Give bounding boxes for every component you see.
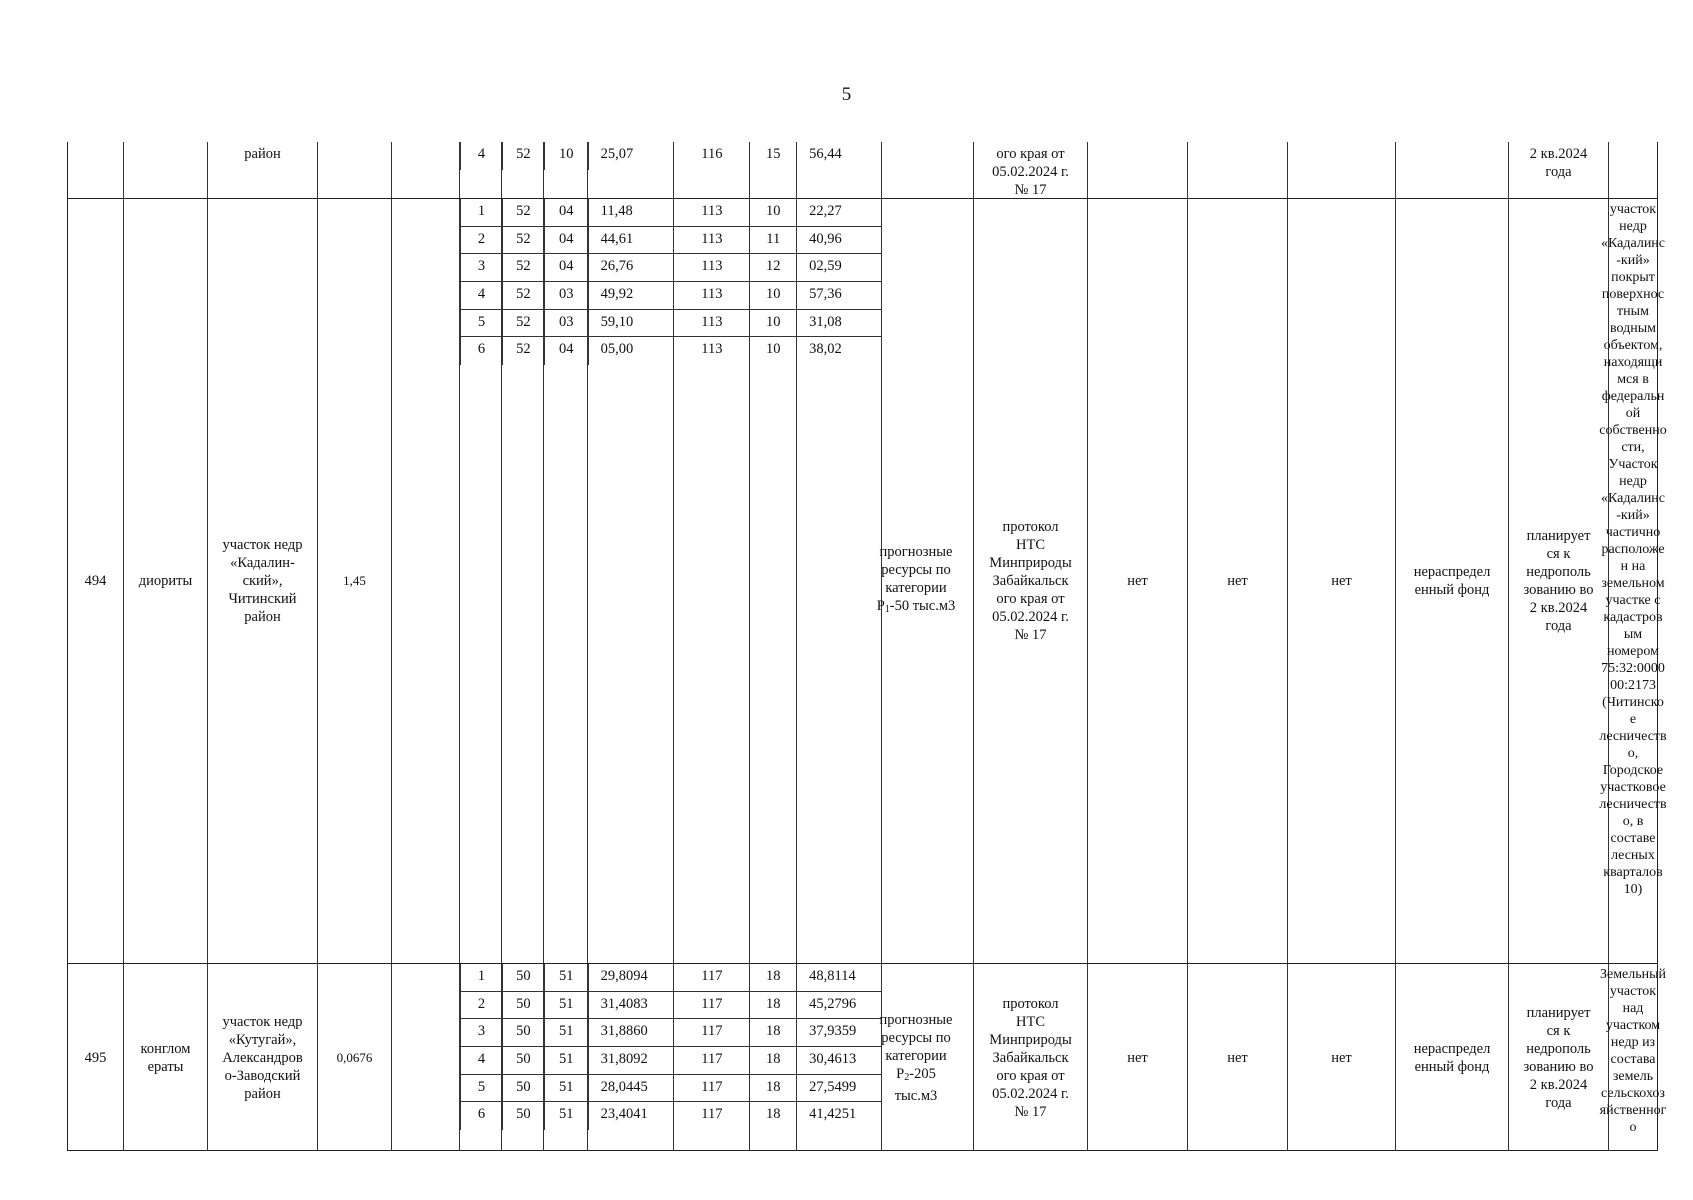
coordinate-lat-d: 52 [503,227,545,254]
text-line: о [1629,1120,1637,1135]
coordinate-lon-s: 02,59 [797,254,882,281]
text-line: ресурсы по [881,1029,951,1046]
text-line: «Кадалин- [230,555,295,571]
text-line: участковое [1600,780,1666,795]
coordinates-block [392,199,859,963]
column-rule [673,964,674,1151]
text-line: «Кутугай», [228,1031,297,1048]
text-line: тным [1617,304,1649,319]
column-rule [796,142,797,198]
coordinate-lon-s: 22,27 [797,199,882,226]
text-line: собственно [1599,423,1667,438]
text-line: 2 кв.2024 [1529,600,1588,616]
coordinate-lat-s: 59,10 [589,310,675,337]
text-line: частично [1605,525,1661,540]
coordinate-n: 6 [461,1102,503,1130]
coordinate-n: 5 [461,310,503,337]
text-line: е [1629,712,1637,727]
coordinate-n: 2 [461,992,503,1019]
category-index: 1 [884,604,890,615]
coordinate-row [461,199,882,227]
coordinate-lat-m: 04 [545,227,589,254]
cell-plan [1509,964,1609,1151]
text-line: недр [1619,474,1647,489]
cell-site [208,142,318,198]
coordinate-lat-d: 52 [503,282,545,309]
text-line: земель [1612,1069,1654,1084]
column-rule [587,199,588,963]
text-line: Забайкальск [992,1049,1069,1066]
text-line: состава [1610,1052,1656,1067]
cell-c1 [1088,199,1188,963]
table [67,142,1667,1151]
coordinate-lon-m: 15 [750,142,797,170]
coordinate-lat-d: 52 [503,310,545,337]
id-value: 495 [84,1049,107,1066]
coordinate-n: 5 [461,1075,503,1102]
category-index: 2 [904,1071,910,1083]
cell-plan [1509,199,1609,963]
text-line: о-Заводский [224,1067,301,1084]
text-line: протокол [1002,995,1059,1012]
coordinate-lat-s: 23,4041 [589,1102,675,1130]
coordinate-row [461,1102,882,1130]
text-line: Земельный [1599,967,1667,982]
coordinate-n: 4 [461,282,503,309]
table-row [68,964,1667,1151]
text-line: № 17 [1014,1103,1047,1120]
column-rule [587,964,588,1151]
coordinate-lon-d: 117 [674,992,750,1019]
text-line: о, в [1622,814,1644,829]
coordinate-n: 6 [461,337,503,365]
text-line: Забайкальск [992,573,1069,589]
text-line: 05.02.2024 г. [992,1085,1069,1102]
text-line: прогнозные [879,1011,953,1028]
coordinate-row [461,227,882,255]
cell-c1 [1088,964,1188,1151]
coordinate-row [461,1075,882,1103]
cell-c1 [1088,142,1188,198]
coordinate-row [461,992,882,1020]
text-line: лесничеств [1599,729,1667,744]
cell-area [318,964,392,1151]
coordinate-lat-s: 31,8860 [589,1019,675,1046]
cell-c3 [1288,964,1396,1151]
coordinate-lat-d: 50 [503,964,545,991]
coordinate-lat-s: 29,8094 [589,964,675,991]
coordinate-lon-m: 11 [750,227,797,254]
cell-plan [1509,142,1609,198]
text-line: года [1545,1094,1572,1111]
cell-mineral [124,964,208,1151]
coordinate-lon-s: 38,02 [797,337,882,365]
c1-value: нет [1127,1049,1148,1066]
column-rule [749,199,750,963]
column-rule [587,142,588,198]
text-line: 05.02.2024 г. [992,164,1069,180]
c2-value: нет [1227,573,1248,589]
cell-id [68,964,124,1151]
column-rule [543,964,544,1151]
text-line: сти, [1621,440,1645,455]
coordinate-lon-d: 117 [674,964,750,991]
text-line: лесных [1611,848,1655,863]
text-line: федеральн [1601,389,1665,404]
cell-fund [1396,199,1509,963]
text-line: «Кадалинс [1601,491,1666,506]
cell-protocol [974,964,1088,1151]
text-line: составе [1610,831,1656,846]
coordinate-lon-d: 117 [674,1102,750,1130]
coordinate-lon-s: 30,4613 [797,1047,882,1074]
coordinate-lon-d: 113 [674,310,750,337]
cell-note [1599,199,1667,963]
column-rule [501,142,502,198]
coordinate-lat-m: 04 [545,199,589,226]
coordinate-row [461,1019,882,1047]
text-line: ого края от [996,146,1065,162]
text-line: 2 кв.2024 [1529,146,1588,162]
cell-c2 [1188,964,1288,1151]
cell-site [208,964,318,1151]
coordinate-lat-m: 51 [545,964,589,991]
coordinate-lat-d: 50 [503,1019,545,1046]
text-line: район [244,1085,281,1102]
coordinate-lat-s: 26,76 [589,254,675,281]
column-rule [543,142,544,198]
coordinate-lat-m: 51 [545,1047,589,1074]
cell-c2 [1188,142,1288,198]
text-line: категории [885,1047,947,1064]
text-line: объектом, [1603,338,1663,353]
category-letter: Р [876,598,885,614]
coordinate-row [461,142,882,170]
text-line: планирует [1526,1004,1591,1021]
column-rule [501,199,502,963]
c3-value: нет [1331,1049,1352,1066]
id-value: 494 [84,573,107,589]
column-rule [459,199,460,963]
text-line: Участок [1608,457,1658,472]
text-line: кадастров [1603,610,1663,625]
cell-note [1609,142,1657,198]
coordinate-lat-d: 52 [503,199,545,226]
coordinate-lon-m: 18 [750,1075,797,1102]
column-rule [673,199,674,963]
coordinate-lon-m: 10 [750,282,797,309]
text-line: участок [1609,984,1657,999]
text-line: (Читинско [1602,695,1664,710]
cell-note [1599,964,1667,1151]
coordinate-lon-m: 18 [750,964,797,991]
coordinate-lat-d: 50 [503,992,545,1019]
coordinates-grid [460,964,882,1130]
text-line: недр [1619,219,1647,234]
continuation-row [68,142,1657,199]
column-rule [796,199,797,963]
coordinate-row [461,337,882,365]
cell-c3 [1288,199,1396,963]
coordinate-n: 3 [461,1019,503,1046]
coordinate-lat-d: 52 [503,254,545,281]
text-line: лесничеств [1599,797,1667,812]
cell-area [318,199,392,963]
text-line: 00:2173 [1610,678,1656,693]
coordinate-lon-s: 37,9359 [797,1019,882,1046]
text-line: ский», [242,573,283,589]
text-line: ся к [1546,1022,1571,1039]
coordinate-lat-d: 50 [503,1102,545,1130]
cell-id [68,199,124,963]
coordinate-lat-m: 51 [545,1102,589,1130]
text-line: зованию во [1523,582,1594,598]
coordinate-lon-s: 45,2796 [797,992,882,1019]
coordinate-lat-m: 03 [545,282,589,309]
coordinate-lon-m: 18 [750,1047,797,1074]
coordinate-lat-s: 49,92 [589,282,675,309]
coordinate-lat-m: 51 [545,992,589,1019]
column-rule [673,142,674,198]
c1-value: нет [1127,573,1148,589]
text-line: участок недр [222,537,303,553]
coordinate-lat-d: 50 [503,1075,545,1102]
coordinate-lat-m: 04 [545,254,589,281]
coordinate-lat-m: 51 [545,1075,589,1102]
coordinate-lon-m: 10 [750,310,797,337]
text-line: 75:32:0000 [1601,661,1665,676]
coordinate-row [461,310,882,338]
text-line: недр из [1610,1035,1656,1050]
text-line: категории [885,580,947,596]
cell-c3 [1288,142,1396,198]
text-line: 10) [1623,882,1643,897]
text-line: года [1545,618,1572,634]
text-line: конглом [140,1040,191,1057]
coordinate-lat-s: 31,8092 [589,1047,675,1074]
text-line: ераты [147,1058,184,1075]
category-line [896,1065,936,1087]
coordinate-lat-m: 03 [545,310,589,337]
coordinate-lon-s: 56,44 [797,142,882,170]
coordinate-lon-d: 113 [674,337,750,365]
text-line: ой [1625,406,1641,421]
cell-mineral [124,199,208,963]
cell-id [68,142,124,198]
text-line: зованию во [1523,1058,1594,1075]
c3-value: нет [1331,573,1352,589]
text-line: НТС [1016,537,1045,553]
text-line: Александров [222,1049,303,1066]
coordinate-n: 1 [461,199,503,226]
coordinate-lat-s: 31,4083 [589,992,675,1019]
column-rule [749,964,750,1151]
cell-protocol [974,199,1088,963]
text-line: н на [1620,559,1646,574]
coordinate-lon-s: 48,8114 [797,964,882,991]
text-line: тыс.м3 [894,1087,938,1104]
area-value: 0,0676 [336,1049,373,1065]
coordinate-lat-s: 25,07 [589,142,675,170]
coordinate-lon-s: 57,36 [797,282,882,309]
coordinate-lon-d: 116 [674,142,750,170]
text-line: 05.02.2024 г. [992,609,1069,625]
coordinates-block [392,964,859,1151]
coordinate-n: 4 [461,142,503,170]
coordinate-n: 1 [461,964,503,991]
district-text: район [244,146,281,162]
text-line: Минприроды [989,1031,1072,1048]
text-line: расположе [1601,542,1665,557]
text-line: ресурсы по [881,562,951,578]
text-line: недрополь [1526,564,1591,580]
cell-resources [859,964,974,1151]
coordinate-lon-m: 10 [750,199,797,226]
text-line: года [1545,164,1572,180]
coordinate-n: 4 [461,1047,503,1074]
coordinates-grid [460,199,882,365]
table-row [68,199,1667,964]
text-line: о, [1627,746,1639,761]
coordinate-lon-d: 117 [674,1019,750,1046]
coordinate-lon-d: 113 [674,282,750,309]
text-line: енный фонд [1414,1058,1490,1075]
coordinate-lon-d: 113 [674,199,750,226]
text-line: кварталов [1603,865,1663,880]
text-line: «Кадалинс [1601,236,1666,251]
column-rule [749,142,750,198]
coordinate-lon-m: 12 [750,254,797,281]
text-line: нераспредел [1413,564,1491,580]
category-letter: Р [896,1065,905,1082]
text-line: планирует [1526,528,1591,544]
text-line: диориты [138,573,193,589]
text-line: -кий» [1616,508,1650,523]
text-line: прогнозные [879,544,953,560]
coordinate-lon-s: 41,4251 [797,1102,882,1130]
coordinates-block [392,142,859,198]
coordinate-lat-m: 10 [545,142,589,170]
category-line [877,597,956,619]
coordinate-lon-d: 117 [674,1047,750,1074]
category-amount: -205 [909,1065,936,1082]
coordinate-lon-d: 117 [674,1075,750,1102]
text-line: НТС [1016,1013,1045,1030]
coordinate-row [461,254,882,282]
category-amount: -50 тыс.м3 [889,598,956,614]
column-rule [459,142,460,198]
coordinate-lon-d: 113 [674,254,750,281]
text-line: ся к [1546,546,1571,562]
text-line: находящи [1603,355,1663,370]
coordinate-lat-d: 50 [503,1047,545,1074]
coordinate-lat-d: 52 [503,142,545,170]
text-line: Читинский [228,591,297,607]
text-line: № 17 [1014,627,1047,643]
cell-resources [859,142,974,198]
text-line: район [244,609,281,625]
coordinate-n: 3 [461,254,503,281]
coordinate-row [461,964,882,992]
coordinate-lon-s: 40,96 [797,227,882,254]
column-rule [459,964,460,1151]
text-line: участок [1609,202,1657,217]
text-line: покрыт [1611,270,1655,285]
column-rule [501,964,502,1151]
text-line: над [1622,1001,1644,1016]
coordinate-lon-s: 27,5499 [797,1075,882,1102]
text-line: недрополь [1526,1040,1591,1057]
cell-resources [859,199,974,963]
cell-protocol [974,142,1088,198]
coordinate-lat-s: 28,0445 [589,1075,675,1102]
cell-c2 [1188,199,1288,963]
area-value: 1,45 [343,573,366,588]
coordinate-lat-m: 51 [545,1019,589,1046]
cell-site [208,199,318,963]
cell-area [318,142,392,198]
c2-value: нет [1227,1049,1248,1066]
coordinate-row [461,282,882,310]
coordinates-grid [460,142,882,170]
text-line: участке с [1605,593,1661,608]
text-line: мся в [1617,372,1649,387]
text-line: ого края от [996,591,1065,607]
coordinate-lon-m: 18 [750,1102,797,1130]
text-line: водным [1610,321,1656,336]
coordinate-lon-s: 31,08 [797,310,882,337]
coordinate-lon-m: 10 [750,337,797,365]
coordinate-lon-m: 18 [750,1019,797,1046]
cell-fund [1396,964,1509,1151]
text-line: яйственног [1599,1103,1667,1118]
text-line: ым [1623,627,1643,642]
text-line: Минприроды [989,555,1072,571]
text-line: сельскохоз [1601,1086,1665,1101]
cell-fund [1396,142,1509,198]
coordinate-n: 2 [461,227,503,254]
column-rule [543,199,544,963]
text-line: нераспредел [1413,1040,1491,1057]
coordinate-lat-s: 44,61 [589,227,675,254]
page-number: 5 [841,84,852,105]
coordinate-lat-s: 05,00 [589,337,675,365]
coordinate-lat-d: 52 [503,337,545,365]
text-line: участок недр [222,1013,303,1030]
cell-mineral [124,142,208,198]
coordinate-lat-s: 11,48 [589,199,675,226]
text-line: № 17 [1014,182,1047,198]
text-line: протокол [1002,519,1059,535]
text-line: ого края от [996,1067,1065,1084]
text-line: участком [1605,1018,1661,1033]
text-line: поверхнос [1601,287,1665,302]
text-line: 2 кв.2024 [1529,1076,1588,1093]
column-rule [796,964,797,1151]
text-line: номером [1607,644,1659,659]
text-line: енный фонд [1414,582,1490,598]
text-line: -кий» [1616,253,1650,268]
coordinate-row [461,1047,882,1075]
text-line: земельном [1601,576,1665,591]
coordinate-lat-m: 04 [545,337,589,365]
text-line: Городское [1602,763,1664,778]
coordinate-lon-d: 113 [674,227,750,254]
coordinate-lon-m: 18 [750,992,797,1019]
